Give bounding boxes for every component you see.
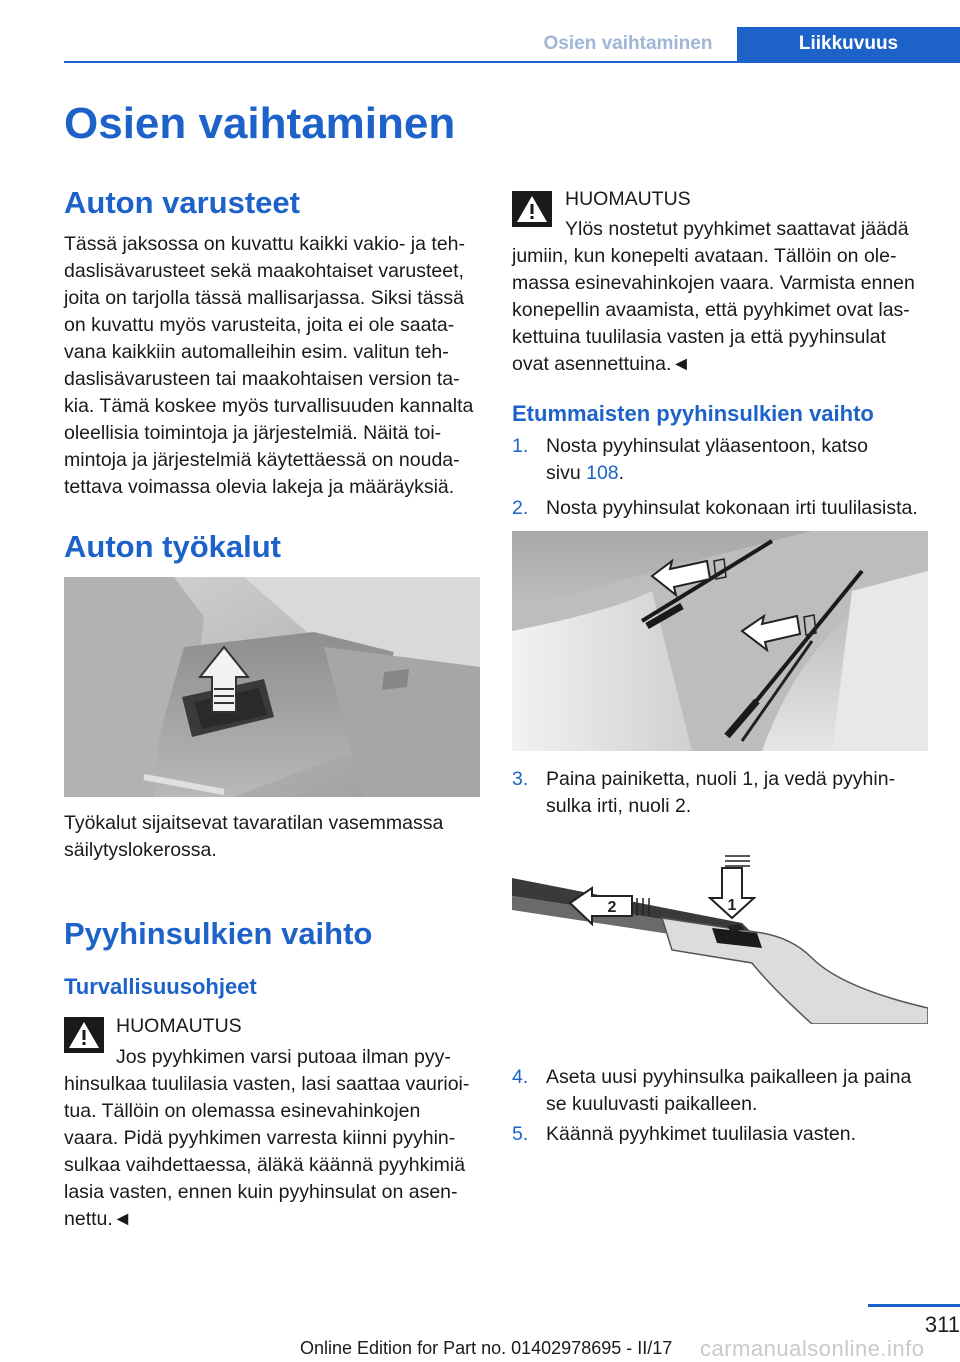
arrow-2-label: 2 [607, 899, 617, 916]
text-line: kia. Tämä koskee myös turvallisuuden kannalta [64, 395, 474, 417]
warning-body [64, 1071, 484, 1233]
text-line: tettava voimassa olevia lakeja ja määräyksiä. [64, 476, 455, 498]
text-line: vaara. Pidä pyyhkimen varresta kiinni pyyhin- [64, 1127, 456, 1149]
arrow-1-label: 1 [727, 897, 737, 914]
text-line: massa esinevahinkojen vaara. Varmista ennen [512, 272, 915, 294]
wiper-blade-image [512, 838, 928, 1024]
text-line: vana kaikkiin automalleihin esim. valitun teh- [64, 341, 449, 363]
text-line: Työkalut sijaitsevat tavaratilan vasemmassa [64, 812, 444, 834]
text-line: joita on tarjolla tässä mallisarjassa. Siksi tässä [64, 287, 464, 309]
text-line: säilytyslokerossa. [64, 839, 217, 861]
step-line: sulka irti, nuoli 2. [546, 795, 692, 817]
equipment-paragraph [64, 231, 484, 501]
front-wipers-heading: Etummaisten pyyhinsulkien vaihto [512, 401, 874, 426]
warning-first-line: Jos pyyhkimen varsi putoaa ilman pyy- [116, 1046, 451, 1068]
step-line: se kuuluvasti paikalleen. [546, 1093, 758, 1115]
text-line: tua. Tällöin on olemassa esinevahinkojen [64, 1100, 421, 1122]
text-line: nettu.◄ [64, 1208, 133, 1230]
step-number: 4. [512, 1066, 529, 1088]
text-line: lasia vasten, ennen kuin pyyhinsulat on asen- [64, 1181, 458, 1203]
step-line: sivu [546, 462, 587, 484]
step-number: 2. [512, 497, 529, 519]
safety-subheading: Turvallisuusohjeet [64, 974, 257, 999]
step-text: Käännä pyyhkimet tuulilasia vasten. [546, 1123, 857, 1145]
text-line: kettuina tuulilasia vasten ja että pyyhinsulat [512, 326, 886, 348]
windshield-illustration [512, 531, 928, 751]
step-line: Nosta pyyhinsulat yläasentoon, katso [546, 435, 868, 457]
step-4 [512, 1064, 942, 1118]
step-line: Paina painiketta, nuoli 1, ja vedä pyyhin- [546, 768, 896, 790]
header-divider [64, 61, 960, 63]
step-text: Nosta pyyhinsulat kokonaan irti tuulilasista. [546, 497, 918, 519]
warning-body [512, 243, 942, 378]
step-text [546, 433, 868, 487]
arrow-down-icon [710, 856, 754, 918]
text-line: sulkaa vaihdettaessa, äläkä käännä pyyhkimiä [64, 1154, 466, 1176]
wipers-heading: Pyyhinsulkien vaihto [64, 916, 373, 951]
warning-first-line: Ylös nostetut pyyhkimet saattavat jäädä [565, 218, 909, 240]
trunk-illustration [64, 577, 480, 797]
text-line: on kuvattu myös varusteita, joita ei ole saata- [64, 314, 455, 336]
page-title: Osien vaihtaminen [64, 99, 456, 148]
tools-caption [64, 810, 484, 864]
step-number: 5. [512, 1123, 529, 1145]
step-punct: . [618, 462, 625, 484]
tools-heading: Auton työkalut [64, 529, 281, 564]
step-text [546, 1064, 911, 1118]
windshield-wipers-image [512, 531, 928, 751]
text-line: ovat asennettuina.◄ [512, 353, 691, 375]
equipment-heading: Auton varusteet [64, 185, 300, 220]
page-number: 311 [924, 1312, 960, 1337]
page-link[interactable]: 108 [586, 462, 619, 484]
text-line: jumiin, kun konepelti avataan. Tällöin on ole- [512, 245, 897, 267]
text-line: oleellisia toimintoja ja järjestelmiä. Näitä toi- [64, 422, 442, 444]
step-number: 3. [512, 768, 529, 790]
footer-divider [868, 1304, 960, 1307]
trunk-tools-image [64, 577, 480, 797]
warning-title: HUOMAUTUS [565, 188, 691, 210]
warning-title: HUOMAUTUS [116, 1015, 242, 1037]
step-number: 1. [512, 435, 529, 457]
step-5 [512, 1121, 942, 1148]
step-2 [512, 495, 942, 522]
step-1 [512, 433, 942, 487]
text-line: konepellin avaamista, että pyyhkimet ovat las- [512, 299, 910, 321]
header-chapter-tab[interactable]: Liikkuvuus [737, 27, 960, 61]
warning-icon [512, 191, 552, 227]
text-line: hinsulkaa tuulilasia vasten, lasi saattaa vaurioi- [64, 1073, 470, 1095]
text-line: Tässä jaksossa on kuvattu kaikki vakio- ja teh- [64, 233, 466, 255]
text-line: daslisävarusteet sekä maakohtaiset varusteet, [64, 260, 464, 282]
wiper-blade-illustration [512, 838, 928, 1024]
step-text [546, 766, 895, 820]
step-3 [512, 766, 942, 820]
text-line: daslisävarusteen tai maakohtaisen version ta- [64, 368, 460, 390]
header-section-tab[interactable]: Osien vaihtaminen [543, 33, 713, 54]
edition-text: Online Edition for Part no. 01402978695 - II/17 [300, 1338, 673, 1358]
text-line: mintoja ja järjestelmiä käytettäessä on nouda- [64, 449, 460, 471]
warning-icon [64, 1017, 104, 1053]
step-line: Aseta uusi pyyhinsulka paikalleen ja paina [546, 1066, 912, 1088]
watermark: carmanualsonline.info [700, 1336, 925, 1361]
